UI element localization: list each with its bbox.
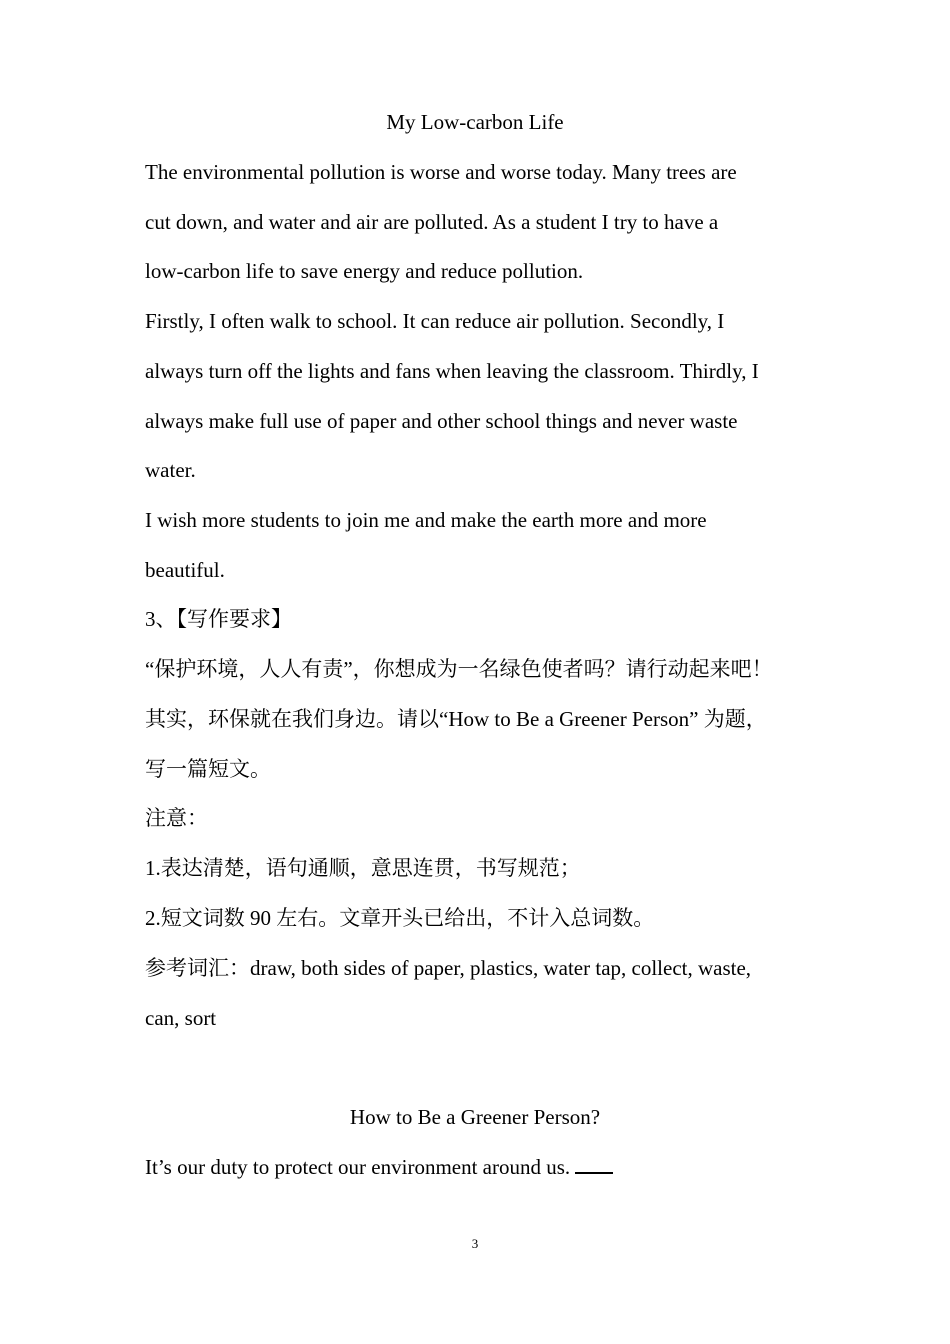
essay1-line: beautiful.: [145, 558, 225, 582]
essay1-line: cut down, and water and air are polluted. As a student I try to have a: [145, 210, 719, 234]
task3-heading: 3、【写作要求】: [145, 607, 292, 631]
essay1-line: low-carbon life to save energy and reduce pollution.: [145, 259, 584, 283]
task3-line: 写一篇短文。: [145, 757, 271, 781]
essay1-line: always turn off the lights and fans when leaving the classroom. Thirdly, I: [145, 359, 759, 383]
essay1-line: The environmental pollution is worse and worse today. Many trees are: [145, 160, 737, 184]
essay1-line: water.: [145, 458, 196, 482]
task3-line: can, sort: [145, 1006, 217, 1030]
essay1-line: always make full use of paper and other school things and never waste: [145, 409, 738, 433]
essay1-title: My Low-carbon Life: [386, 110, 564, 134]
task3-line: 其实，环保就在我们身边。请以“How to Be a Greener Person” 为题，: [145, 707, 767, 731]
essay2-opening-line: [145, 1153, 613, 1181]
task3-line: 参考词汇：draw, both sides of paper, plastics, water tap, collect, waste,: [145, 956, 752, 980]
task3-line: 1.表达清楚，语句通顺，意思连贯，书写规范；: [145, 856, 581, 880]
essay1-line: I wish more students to join me and make the earth more and more: [145, 508, 707, 532]
task3-line: “保护环境，人人有责”，你想成为一名绿色使者吗？请行动起来吧！: [145, 657, 773, 681]
essay2-title: How to Be a Greener Person?: [349, 1105, 601, 1129]
task3-line: 注意：: [145, 806, 208, 830]
answer-blank[interactable]: [575, 1154, 613, 1174]
page-number: 3: [471, 1236, 479, 1251]
essay2-opening-text: It’s our duty to protect our environment around us.: [145, 1155, 571, 1179]
task3-line: 2.短文词数 90 左右。文章开头已给出，不计入总词数。: [145, 906, 655, 930]
essay1-line: Firstly, I often walk to school. It can reduce air pollution. Secondly, I: [145, 309, 725, 333]
